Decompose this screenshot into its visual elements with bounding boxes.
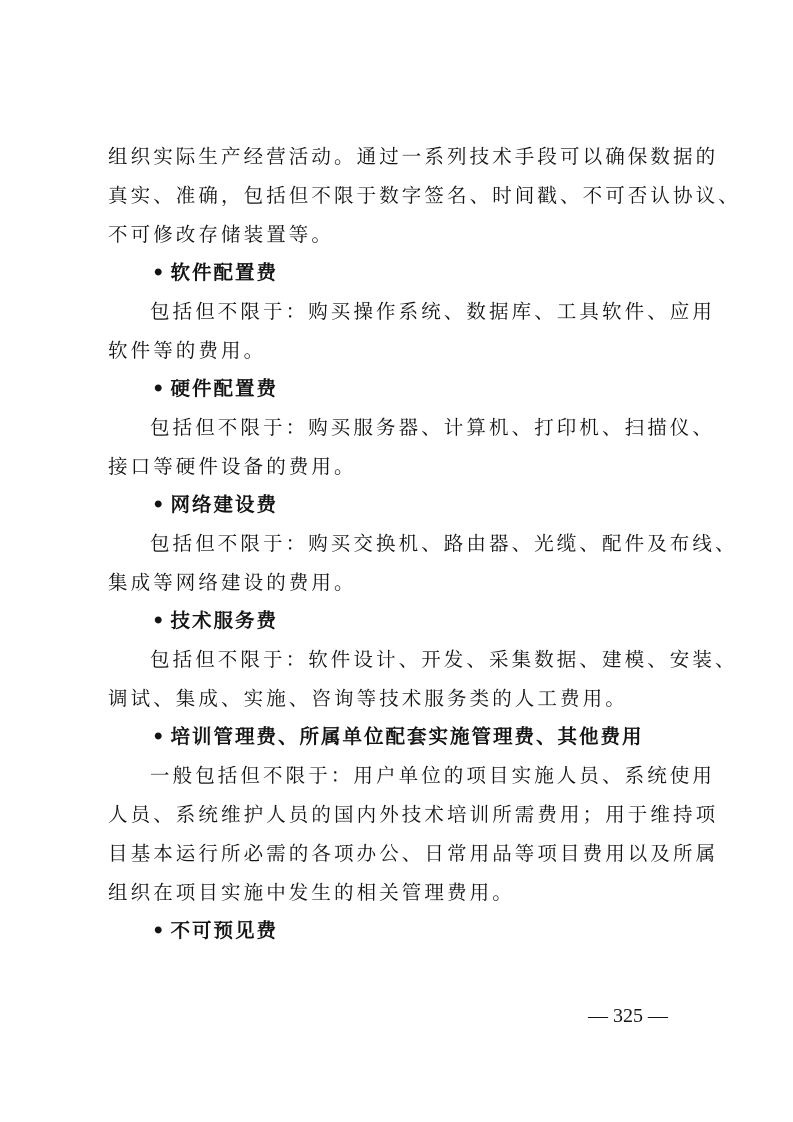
section-heading-text: 网络建设费 (170, 493, 278, 516)
body-text-line: 组织实际生产经营活动。通过一系列技术手段可以确保数据的 (108, 145, 719, 168)
bullet-icon: • (152, 725, 167, 748)
section-heading-network (152, 492, 278, 518)
section-heading-software (152, 260, 278, 286)
section-heading-training-management (152, 724, 643, 750)
section-heading-text: 培训管理费、所属单位配套实施管理费、其他费用 (170, 725, 644, 748)
body-text-line: 包括但不限于：软件设计、开发、采集数据、建模、安装、 (150, 648, 738, 671)
section-heading-contingency (152, 918, 278, 944)
section-heading-hardware (152, 376, 278, 402)
body-text-line: 软件等的费用。 (108, 339, 267, 362)
body-text-line: 接口等硬件设备的费用。 (108, 455, 357, 478)
body-text-line: 目基本运行所必需的各项办公、日常用品等项目费用以及所属 (108, 842, 719, 865)
body-text-line: 包括但不限于：购买操作系统、数据库、工具软件、应用 (150, 300, 716, 323)
body-text-line: 人员、系统维护人员的国内外技术培训所需费用；用于维持项 (108, 803, 719, 826)
bullet-icon: • (152, 609, 167, 632)
body-text-line: 集成等网络建设的费用。 (108, 571, 357, 594)
body-text-line: 调试、集成、实施、咨询等技术服务类的人工费用。 (108, 687, 628, 710)
section-heading-text: 硬件配置费 (170, 377, 278, 400)
body-text-line: 组织在项目实施中发生的相关管理费用。 (108, 881, 515, 904)
page-number: — 325 — (588, 1005, 668, 1027)
bullet-icon: • (152, 493, 167, 516)
body-text-line: 真实、准确，包括但不限于数字签名、时间戳、不可否认协议、 (108, 184, 741, 207)
bullet-icon: • (152, 261, 167, 284)
section-heading-text: 软件配置费 (170, 261, 278, 284)
body-text-line: 一般包括但不限于：用户单位的项目实施人员、系统使用 (150, 764, 716, 787)
section-heading-text: 不可预见费 (170, 919, 278, 942)
body-text-line: 包括但不限于：购买服务器、计算机、打印机、扫描仪、 (150, 416, 716, 439)
body-text-line: 包括但不限于：购买交换机、路由器、光缆、配件及布线、 (150, 532, 738, 555)
bullet-icon: • (152, 919, 167, 942)
section-heading-text: 技术服务费 (170, 609, 278, 632)
body-text-line: 不可修改存储装置等。 (108, 223, 335, 246)
section-heading-tech-service (152, 608, 278, 634)
bullet-icon: • (152, 377, 167, 400)
